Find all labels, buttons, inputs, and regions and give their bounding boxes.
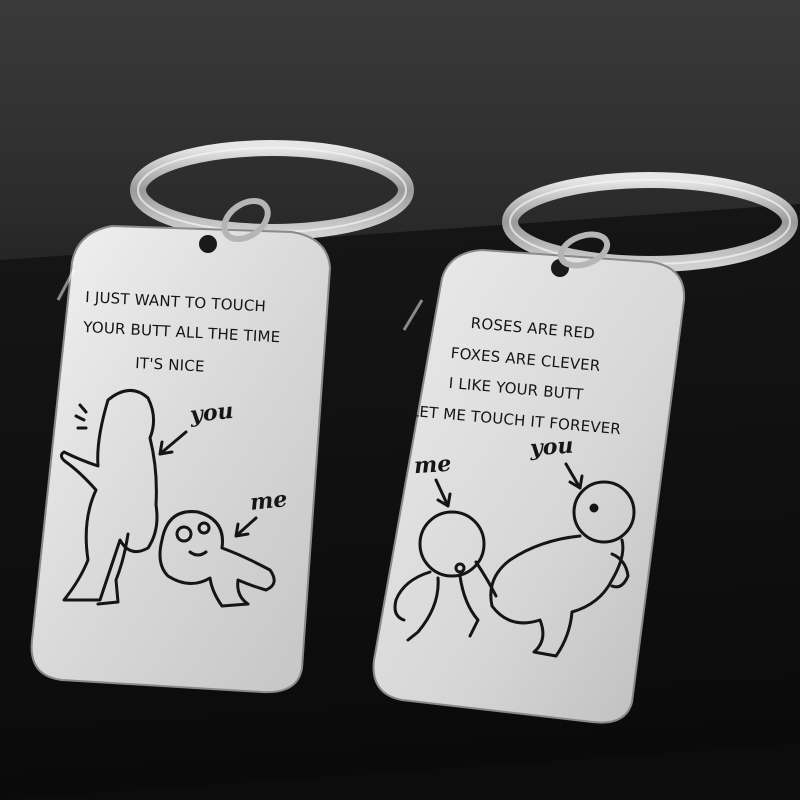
left-label-you: you: [188, 397, 235, 429]
right-tag-line-3: I LIKE YOUR BUTT: [448, 373, 585, 404]
right-label-you: you: [529, 432, 575, 462]
right-tag-line-1: ROSES ARE RED: [470, 313, 596, 343]
left-tag-line-2: YOUR BUTT ALL THE TIME: [82, 317, 281, 347]
left-label-me: me: [248, 486, 289, 516]
right-label-me: me: [413, 450, 453, 480]
right-tag-line-4: LET ME TOUCH IT FOREVER: [410, 401, 622, 439]
right-tag-line-2: FOXES ARE CLEVER: [450, 343, 602, 376]
left-tag-line-3: IT'S NICE: [134, 353, 206, 376]
left-keyring: [138, 148, 406, 232]
left-tag-line-1: I JUST WANT TO TOUCH: [84, 287, 267, 316]
right-keyring: [510, 180, 790, 264]
